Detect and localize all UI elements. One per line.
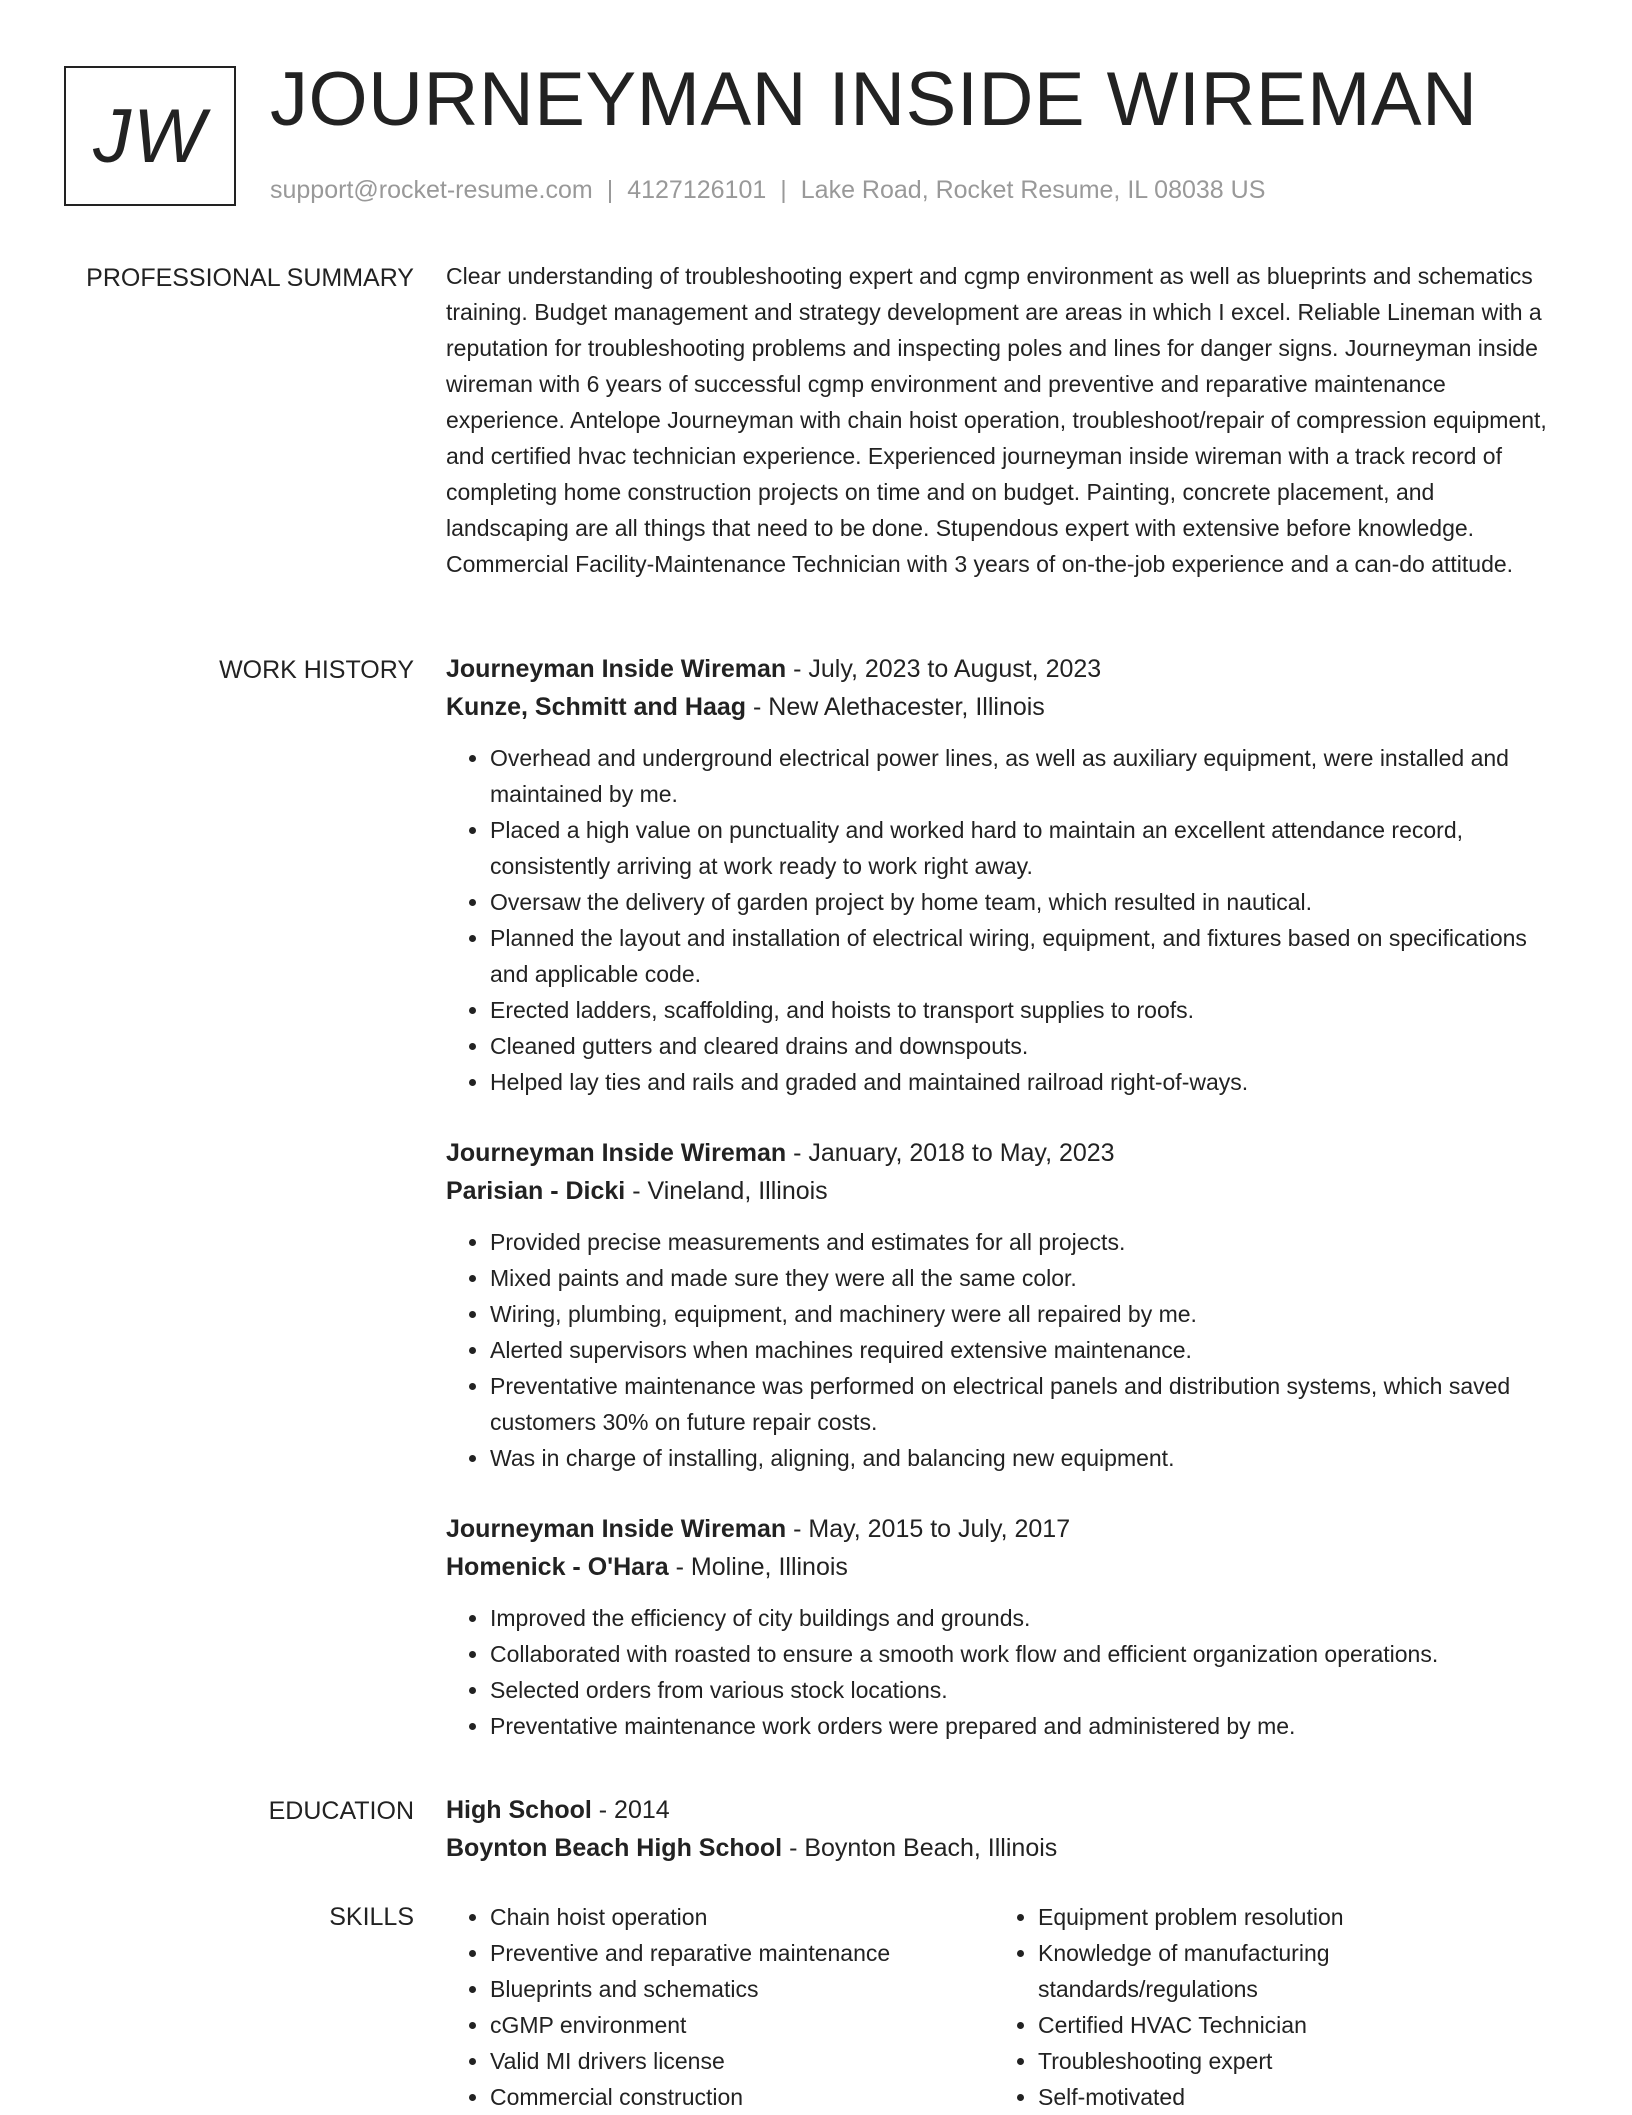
job-bullets bbox=[446, 1224, 1556, 1476]
skills-list-right bbox=[994, 1899, 1542, 2115]
job-dates: - January, 2018 to May, 2023 bbox=[786, 1139, 1115, 1167]
section-label-education: EDUCATION bbox=[268, 1797, 414, 1825]
skill-item: • Troubleshooting expert bbox=[1038, 2043, 1542, 2079]
job-entry bbox=[446, 1134, 1556, 1476]
skill-item: • Equipment problem resolution bbox=[1038, 1899, 1542, 1935]
list-item: • Oversaw the delivery of garden project by home team, which resulted in nautical. bbox=[490, 884, 1556, 920]
skills-columns bbox=[446, 1899, 1556, 2115]
job-title-line bbox=[446, 1510, 1556, 1548]
job-entry bbox=[446, 650, 1556, 1100]
skill-item: • Valid MI drivers license bbox=[490, 2043, 994, 2079]
list-item: • Helped lay ties and rails and graded and maintained railroad right-of-ways. bbox=[490, 1064, 1556, 1100]
job-company: Parisian - Dicki bbox=[446, 1177, 626, 1205]
job-location: - New Alethacester, Illinois bbox=[746, 693, 1045, 721]
education-body bbox=[446, 1791, 1556, 1867]
contact-separator: | bbox=[780, 176, 787, 204]
section-label-work-history: WORK HISTORY bbox=[219, 656, 414, 684]
job-company-line bbox=[446, 688, 1556, 726]
job-dates: - July, 2023 to August, 2023 bbox=[786, 655, 1102, 683]
education-degree-line bbox=[446, 1791, 1556, 1829]
skill-item: • Knowledge of manufacturing standards/regulations bbox=[1038, 1935, 1542, 2007]
work-history-body bbox=[446, 650, 1556, 1778]
job-dates: - May, 2015 to July, 2017 bbox=[786, 1515, 1071, 1543]
section-label-summary: PROFESSIONAL SUMMARY bbox=[86, 264, 414, 292]
job-company: Kunze, Schmitt and Haag bbox=[446, 693, 747, 721]
skill-item: • cGMP environment bbox=[490, 2007, 994, 2043]
education-school-line bbox=[446, 1829, 1556, 1867]
education-year: - 2014 bbox=[591, 1796, 670, 1824]
job-location: - Vineland, Illinois bbox=[625, 1177, 828, 1205]
list-item: • Improved the efficiency of city buildings and grounds. bbox=[490, 1600, 1556, 1636]
list-item: • Alerted supervisors when machines required extensive maintenance. bbox=[490, 1332, 1556, 1368]
job-company-line bbox=[446, 1172, 1556, 1210]
skill-item: • Commercial construction bbox=[490, 2079, 994, 2115]
list-item: • Planned the layout and installation of electrical wiring, equipment, and fixtures based on specifications and applicable code. bbox=[490, 920, 1556, 992]
list-item: • Preventative maintenance was performed on electrical panels and distribution systems, which saved customers 30% on future repair costs. bbox=[490, 1368, 1556, 1440]
list-item: • Overhead and underground electrical power lines, as well as auxiliary equipment, were installed and maintained by me. bbox=[490, 740, 1556, 812]
list-item: • Collaborated with roasted to ensure a smooth work flow and efficient organization operations. bbox=[490, 1636, 1556, 1672]
list-item: • Was in charge of installing, aligning, and balancing new equipment. bbox=[490, 1440, 1556, 1476]
job-entry bbox=[446, 1510, 1556, 1744]
job-title-line bbox=[446, 1134, 1556, 1172]
skills-body bbox=[446, 1899, 1556, 2115]
education-degree: High School bbox=[446, 1796, 592, 1824]
skill-item: • Preventive and reparative maintenance bbox=[490, 1935, 994, 1971]
list-item: • Provided precise measurements and estimates for all projects. bbox=[490, 1224, 1556, 1260]
section-label-skills: SKILLS bbox=[329, 1903, 414, 1931]
education-location: - Boynton Beach, Illinois bbox=[782, 1834, 1058, 1862]
summary-text: Clear understanding of troubleshooting expert and cgmp environment as well as blueprints and schematics training. Budget management and strategy development are areas in which I excel. Reliable Lineman with a reputation for troubleshooting problems and inspecting poles and lines for danger signs. Journeyman inside wireman with 6 years of successful cgmp environment and preventive and reparative maintenance experience. Antelope Journeyman with chain hoist operation, troubleshoot/repair of compression equipment, and certified hvac technician experience. Experienced journeyman inside wireman with a track record of completing home construction projects on time and on budget. Painting, concrete placement, and landscaping are all things that need to be done. Stupendous expert with extensive before knowledge. Commercial Facility-Maintenance Technician with 3 years of on-the-job experience and a can-do attitude. bbox=[446, 263, 1547, 577]
contact-email: support@rocket-resume.com bbox=[270, 176, 593, 204]
list-item: • Erected ladders, scaffolding, and hoists to transport supplies to roofs. bbox=[490, 992, 1556, 1028]
skills-list-left bbox=[446, 1899, 994, 2115]
job-location: - Moline, Illinois bbox=[668, 1553, 848, 1581]
job-company-line bbox=[446, 1548, 1556, 1586]
page-title: JOURNEYMAN INSIDE WIREMAN bbox=[270, 57, 1478, 142]
job-bullets bbox=[446, 1600, 1556, 1744]
contact-address: Lake Road, Rocket Resume, IL 08038 US bbox=[800, 176, 1266, 204]
job-title: Journeyman Inside Wireman bbox=[446, 655, 787, 683]
list-item: • Selected orders from various stock locations. bbox=[490, 1672, 1556, 1708]
list-item: • Placed a high value on punctuality and worked hard to maintain an excellent attendance record, consistently arriving at work ready to work right away. bbox=[490, 812, 1556, 884]
job-bullets bbox=[446, 740, 1556, 1100]
monogram-initials: JW bbox=[64, 66, 236, 206]
skill-item: • Blueprints and schematics bbox=[490, 1971, 994, 2007]
contact-separator: | bbox=[606, 176, 614, 204]
skill-item: • Chain hoist operation bbox=[490, 1899, 994, 1935]
education-school: Boynton Beach High School bbox=[446, 1834, 783, 1862]
job-title-line bbox=[446, 650, 1556, 688]
job-title: Journeyman Inside Wireman bbox=[446, 1515, 787, 1543]
skill-item: • Self-motivated bbox=[1038, 2079, 1542, 2115]
skill-item: • Certified HVAC Technician bbox=[1038, 2007, 1542, 2043]
job-company: Homenick - O'Hara bbox=[446, 1553, 669, 1581]
contact-line bbox=[270, 176, 1265, 205]
list-item: • Cleaned gutters and cleared drains and downspouts. bbox=[490, 1028, 1556, 1064]
list-item: • Preventative maintenance work orders were prepared and administered by me. bbox=[490, 1708, 1556, 1744]
job-title: Journeyman Inside Wireman bbox=[446, 1139, 787, 1167]
list-item: • Mixed paints and made sure they were all the same color. bbox=[490, 1260, 1556, 1296]
contact-phone: 4127126101 bbox=[627, 176, 767, 204]
list-item: • Wiring, plumbing, equipment, and machinery were all repaired by me. bbox=[490, 1296, 1556, 1332]
